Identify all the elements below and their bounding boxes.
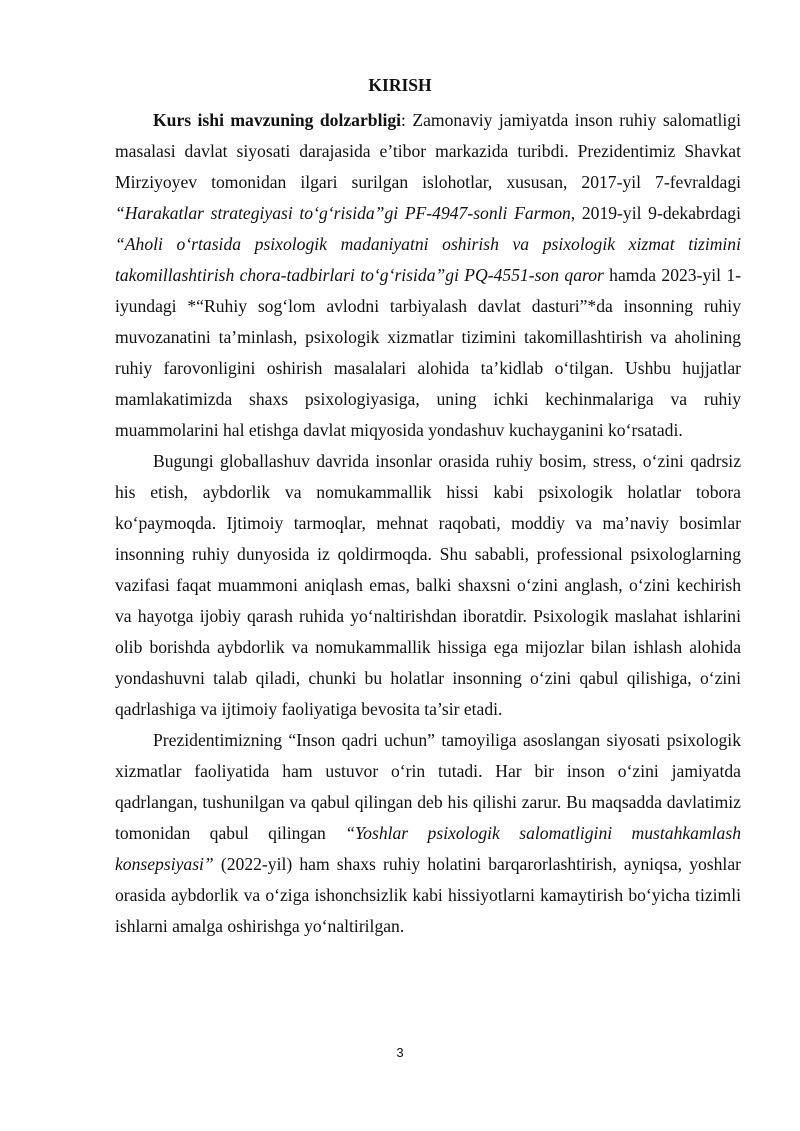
text-run: Prezidentimizning “Inson qadri uchun” tamoyiliga asoslangan siyosati psixologik xizmatlar faoliyatida ham ustuvor o‘rin tutadi. Har bir inson o‘zini jamiyatda qadrlangan, tushunilgan va qabul qilingan deb his qilishi zarur. Bu maqsadda davlatimiz tomonidan qabul qilingan [115, 730, 741, 843]
paragraph-relevance [115, 105, 741, 446]
paragraph-human-dignity [115, 725, 741, 942]
section-heading: KIRISH [368, 75, 432, 95]
relevance-label: Kurs ishi mavzuning dolzarbligi [153, 110, 402, 130]
resolution-title-pq-4551: “Aholi o‘rtasida psixologik madaniyatni oshirish va psixologik xizmat tizimini takomillashtirish chora-tadbirlari to‘g‘risida”gi PQ-4551-son qaror [115, 234, 741, 285]
concept-title: “Yoshlar psixologik salomatligini mustahkamlash konsepsiyasi” [115, 823, 742, 874]
text-run: , 2019-yil 9-dekabrdagi [570, 203, 741, 223]
text-run: : Zamonaviy jamiyatda inson ruhiy salomatligi masalasi davlat siyosati darajasida e’tibor markazida turibdi. Prezidentimiz Shavkat Mirziyoyev tomonidan ilgari surilgan islohotlar, xususan, 2017-yil 7-fevraldagi [115, 110, 741, 192]
text-run: (2022-yil) ham shaxs ruhiy holatini barqarorlashtirish, ayniqsa, yoshlar orasida aybdorlik va o‘ziga ishonchsizlik kabi hissiyotlarni kamaytirish bo‘yicha tizimli ishlarni amalga oshirishga yo‘naltirilgan. [115, 854, 741, 936]
paragraph-globalization [115, 446, 741, 725]
text-run: Bugungi globallashuv davrida insonlar orasida ruhiy bosim, stress, o‘zini qadrsiz his etish, aybdorlik va nomukammallik hissi kabi psixologik holatlar tobora ko‘paymoqda. Ijtimoiy tarmoqlar, mehnat raqobati, moddiy va ma’naviy bosimlar insonning ruhiy dunyosida iz qoldirmoqda. Shu sababli, professional psixologlarning vazifasi faqat muammoni aniqlash emas, balki shaxsni o‘zini anglash, o‘zini kechirish va hayotga ijobiy qarash ruhida yo‘naltirishdan iboratdir. Psixologik maslahat ishlarini olib borishda aybdorlik va nomukammallik hissiga ega mijozlar bilan ishlash alohida yondashuvni talab qiladi, chunki bu holatlar insonning o‘zini qabul qilishiga, o‘zini qadrlashiga va ijtimoiy faoliyatiga bevosita ta’sir etadi. [115, 451, 741, 719]
decree-title-pf-4947: “Harakatlar strategiyasi to‘g‘risida”gi PF-4947-sonli Farmon [115, 203, 571, 223]
body-text [115, 105, 741, 942]
text-run: hamda 2023-yil 1-iyundagi *“Ruhiy sog‘lom avlodni tarbiyalash davlat dasturi”*da insonning ruhiy muvozanatini ta’minlash, psixologik xizmatlar tizimini takomillashtirish va aholining ruhiy farovonligini oshirish masalalari alohida ta’kidlab o‘tilgan. Ushbu hujjatlar mamlakatimizda shaxs psixologiyasiga, uning ichki kechinmalariga va ruhiy muammolarini hal etishga davlat miqyosida yondashuv kuchayganini ko‘rsatadi. [115, 265, 741, 440]
page-number: 3 [396, 1045, 404, 1060]
